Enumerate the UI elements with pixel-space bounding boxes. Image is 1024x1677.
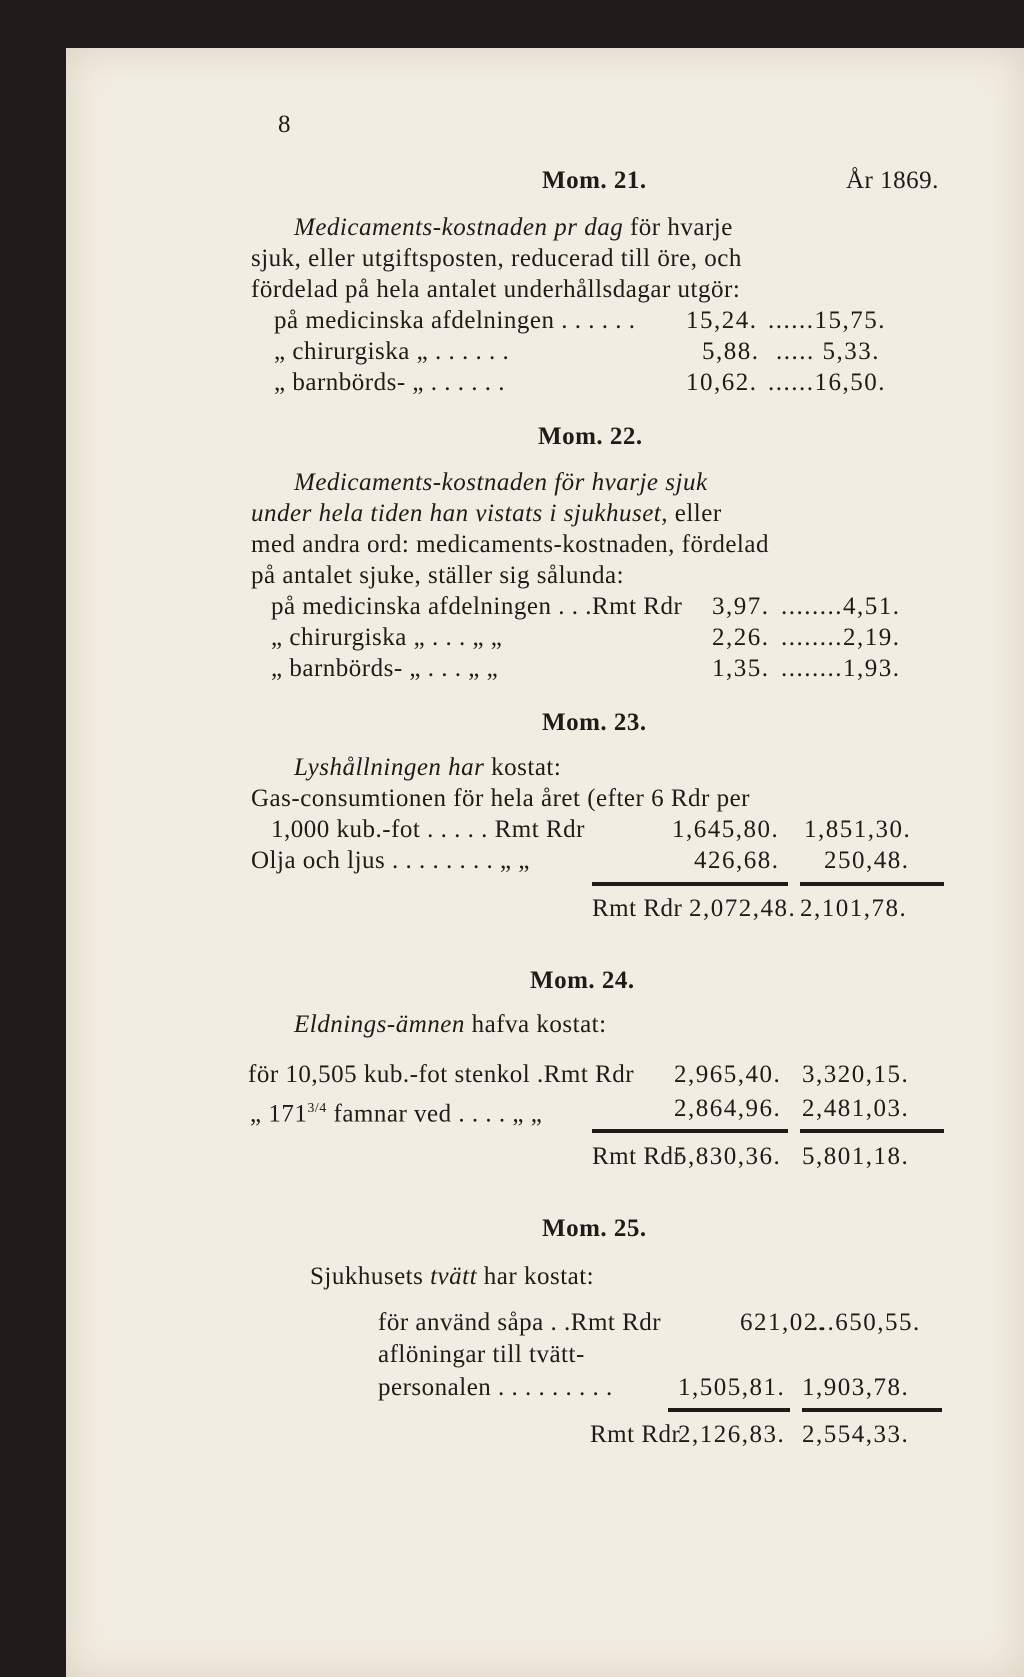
mom24-row-value-prev: 2,481,03. [802,1095,910,1122]
mom25-row-value: 621,02. [740,1309,826,1336]
mom23-total-value: 2,072,48. [689,895,797,922]
mom25-intro [310,1262,594,1292]
mom21-row-value-prev: ......16,50. [768,369,886,396]
mom25-total-value: 2,126,83. [678,1421,786,1448]
mom23-intro [294,753,561,783]
mom21-row-value: 10,62. [686,369,758,396]
mom25-row-label: aflöningar till tvätt- [378,1341,585,1368]
mom23-intro-rest: kostat: [484,754,562,781]
mom25-row-label: personalen . . . . . . . . . [378,1374,613,1401]
mom22-row-value-prev: ........4,51. [781,593,901,620]
mom22-intro-italic: under hela tiden han vistats i sjukhuset, [251,500,668,527]
mom25-row-value: 1,505,81. [678,1374,786,1401]
mom23-row-value-prev: 1,851,30. [804,816,912,843]
page-number: 8 [278,111,291,138]
mom22-row-label: på medicinska afdelningen . . .Rmt Rdr [271,593,683,620]
mom22-row-value-prev: ........2,19. [781,624,901,651]
mom24-row-value: 2,864,96. [674,1095,782,1122]
mom22-intro-line: Medicaments-kostnaden för hvarje sjuk [294,469,708,496]
mom23-row-label: Olja och ljus . . . . . . . . „ „ [251,847,530,874]
mom23-row-value-prev: 250,48. [824,847,910,874]
mom24-heading: Mom. 24. [530,967,635,994]
mom24-row-label [250,1094,542,1129]
mom23-total-label: Rmt Rdr [592,895,683,922]
mom22-row-value-prev: ........1,93. [781,655,901,682]
mom21-row-label: på medicinska afdelningen . . . . . . [274,307,636,334]
mom24-sum-rule [592,1129,788,1133]
mom22-line: med andra ord: medicaments-kostnaden, fördelad [251,531,769,558]
mom25-row-label: för använd såpa . .Rmt Rdr [378,1309,662,1336]
mom22-heading: Mom. 22. [538,423,643,450]
mom25-sum-rule-prev [802,1408,942,1412]
mom21-intro-rest: för hvarje [623,214,733,241]
mom24-total-value-prev: 5,801,18. [802,1143,910,1170]
mom21-row-value-prev: ..... 5,33. [776,338,880,365]
mom23-sum-rule [592,882,788,886]
mom25-heading: Mom. 25. [542,1215,647,1242]
mom23-heading: Mom. 23. [542,709,647,736]
mom21-row-value-prev: ......15,75. [768,307,886,334]
mom25-total-value-prev: 2,554,33. [802,1421,910,1448]
mom22-intro-line [251,499,722,529]
mom21-row-value: 5,88. [702,338,760,365]
mom23-row-value: 426,68. [694,847,780,874]
mom24-row2-rest: famnar ved . . . . „ „ [326,1100,543,1128]
year-label: År 1869. [846,167,939,194]
mom24-row-label: för 10,505 kub.-fot stenkol .Rmt Rdr [248,1061,635,1088]
mom21-row-value: 15,24. [686,307,758,334]
mom22-line: på antalet sjuke, ställer sig sålunda: [251,562,625,589]
mom24-row-value: 2,965,40. [674,1061,782,1088]
mom24-intro [294,1010,607,1040]
mom24-intro-italic: Eldnings-ämnen [294,1011,465,1038]
mom22-row-label: „ barnbörds- „ . . . „ „ [271,655,499,682]
mom25-intro-italic: tvätt [430,1263,478,1290]
mom21-heading: Mom. 21. [542,167,647,194]
mom25-sum-rule [668,1408,790,1412]
mom23-line: Gas-consumtionen för hela året (efter 6 Rdr per [251,785,751,812]
mom25-row-value-prev: ...650,55. [812,1309,921,1336]
document-page [66,48,1024,1677]
mom23-row-label: 1,000 kub.-fot . . . . . Rmt Rdr [271,816,585,843]
mom22-row-label: „ chirurgiska „ . . . „ „ [271,624,503,651]
mom24-row-value-prev: 3,320,15. [802,1061,910,1088]
mom23-sum-rule-prev [800,882,944,886]
mom24-row2-fraction: 3/4 [307,1101,327,1116]
mom22-row-value: 1,35. [712,655,770,682]
mom23-intro-italic: Lyshållningen har [294,754,485,781]
mom24-row2-prefix: „ 171 [250,1100,308,1128]
mom25-row-value-prev: 1,903,78. [802,1374,910,1401]
mom23-total-value-prev: 2,101,78. [800,895,908,922]
mom23-row-value: 1,645,80. [672,816,780,843]
mom22-row-value: 2,26. [712,624,770,651]
mom22-intro-rest: eller [667,500,722,527]
mom25-total-label: Rmt Rdr [590,1421,681,1448]
mom24-intro-rest: hafva kostat: [464,1011,607,1038]
mom25-intro-pre: Sjukhusets [310,1263,431,1290]
mom21-row-label: „ chirurgiska „ . . . . . . [274,338,510,365]
mom21-line: fördelad på hela antalet underhållsdagar utgör: [251,276,741,303]
mom21-intro [294,213,733,243]
mom24-sum-rule-prev [800,1129,944,1133]
mom22-row-value: 3,97. [712,593,770,620]
mom25-intro-rest: har kostat: [477,1263,595,1290]
mom24-total-label: Rmt Rdr [592,1143,683,1170]
mom21-line: sjuk, eller utgiftsposten, reducerad till öre, och [251,245,742,272]
mom21-row-label: „ barnbörds- „ . . . . . . [274,369,505,396]
mom24-total-value: 5,830,36. [674,1143,782,1170]
mom21-intro-italic: Medicaments-kostnaden pr dag [294,214,624,241]
